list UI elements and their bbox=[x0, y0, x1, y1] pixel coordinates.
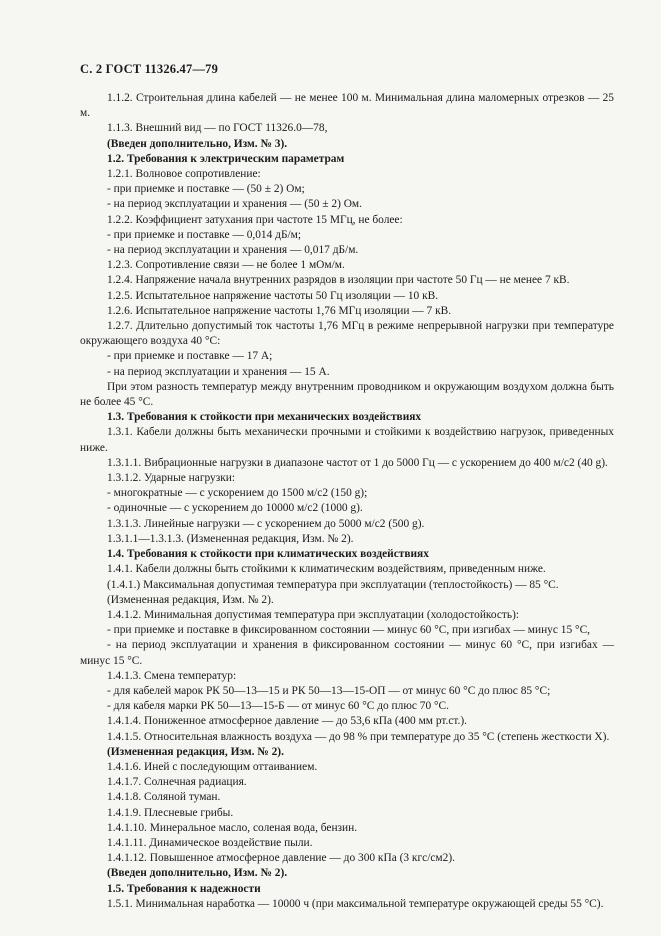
text-line: 1.3.1.3. Линейные нагрузки — с ускорением до 5000 м/с2 (500 g). bbox=[107, 517, 425, 530]
text-line: 1.1.3. Внешний вид — по ГОСТ 11326.0—78, bbox=[107, 122, 328, 135]
list-item: - одиночные — с ускорением до 10000 м/с2 (1000 g). bbox=[107, 502, 363, 515]
list-item: - при приемке и поставке в фиксированном состоянии — минус 60 °С, при изгибах — минус 15 °С, bbox=[107, 624, 591, 637]
text-line: 1.3.1.1. Вибрационные нагрузки в диапазоне частот от 1 до 5000 Гц — с ускорением до 400 м/с2 (40 g). bbox=[107, 456, 608, 469]
text-line: 1.2.2. Коэффициент затухания при частоте 15 МГц, не более: bbox=[107, 213, 403, 226]
text-line: 1.4.1.12. Повышенное атмосферное давление — до 300 кПа (3 кгс/см2). bbox=[107, 852, 455, 865]
amendment-note: (Измененная редакция, Изм. № 2). bbox=[107, 745, 284, 758]
list-item: - на период эксплуатации и хранения — 0,017 дБ/м. bbox=[107, 244, 359, 257]
section-heading: 1.4. Требования к стойкости при климатических воздействиях bbox=[107, 548, 429, 561]
text-line: 1.4.1.10. Минеральное масло, соленая вода, бензин. bbox=[107, 821, 358, 834]
list-item: - на период эксплуатации и хранения в фиксированном состоянии — минус 60 °С, при изгибах — минус 15 °С. bbox=[80, 639, 614, 667]
section-heading: 1.2. Требования к электрическим параметрам bbox=[107, 152, 345, 165]
list-item: - при приемке и поставке — 0,014 дБ/м; bbox=[107, 228, 302, 241]
text-line: 1.2.1. Волновое сопротивление: bbox=[107, 168, 261, 181]
text-line: 1.4.1. Кабели должны быть стойкими к климатическим воздействиям, приведенным ниже. bbox=[107, 563, 546, 576]
text-line: 1.4.1.11. Динамическое воздействие пыли. bbox=[107, 836, 313, 849]
section-heading: 1.3. Требования к стойкости при механических воздействиях bbox=[107, 411, 422, 424]
list-item: - для кабелей марок РК 50—13—15 и РК 50—13—15-ОП — от минус 60 °С до плюс 85 °С; bbox=[107, 684, 551, 697]
list-item: - на период эксплуатации и хранения — 15 А. bbox=[107, 365, 330, 378]
text-line: (1.4.1.) Максимальная допустимая температура при эксплуатации (теплостойкость) — 85 °С. bbox=[107, 578, 559, 591]
text-line: При этом разность температур между внутренним проводником и окружающим воздухом должна быть не более 45 °С. bbox=[80, 380, 614, 409]
text-line: 1.4.1.3. Смена температур: bbox=[107, 669, 237, 682]
page-header: С. 2 ГОСТ 11326.47—79 bbox=[80, 62, 219, 76]
text-line: 1.4.1.8. Соляной туман. bbox=[107, 791, 221, 804]
document-body bbox=[80, 91, 614, 912]
section-heading: 1.5. Требования к надежности bbox=[107, 882, 261, 895]
amendment-note: (Введен дополнительно, Изм. № 2). bbox=[107, 867, 288, 880]
list-item: - при приемке и поставке — 17 А; bbox=[107, 350, 273, 363]
text-line: 1.2.4. Напряжение начала внутренних разрядов в изоляции при частоте 50 Гц — не менее 7 кВ. bbox=[107, 274, 570, 287]
text-line: 1.3.1.2. Ударные нагрузки: bbox=[107, 472, 236, 485]
text-line: 1.2.3. Сопротивление связи — не более 1 мОм/м. bbox=[107, 259, 345, 272]
amendment-note: (Введен дополнительно, Изм. № 3). bbox=[107, 137, 288, 150]
text-line: 1.2.5. Испытательное напряжение частоты 50 Гц изоляции — 10 кВ. bbox=[107, 289, 439, 302]
text-line: 1.1.2. Строительная длина кабелей — не менее 100 м. Минимальная длина маломерных отрезков — 25 м. bbox=[80, 92, 614, 120]
text-line: 1.4.1.2. Минимальная допустимая температура при эксплуатации (холодостойкость): bbox=[107, 608, 520, 621]
text-line: 1.3.1. Кабели должны быть механически прочными и стойкими к воздействию нагрузок, приведенных ниже. bbox=[80, 426, 614, 454]
text-line: 1.3.1.1—1.3.1.3. (Измененная редакция, Изм. № 2). bbox=[107, 532, 354, 545]
text-line: 1.5.1. Минимальная наработка — 10000 ч (при максимальной температуре окружающей среды 55 °С). bbox=[107, 897, 604, 910]
text-line: 1.4.1.4. Пониженное атмосферное давление — до 53,6 кПа (400 мм рт.ст.). bbox=[107, 715, 468, 728]
amendment-note: (Измененная редакция, Изм. № 2). bbox=[107, 593, 274, 606]
text-line: 1.4.1.6. Иней с последующим оттаиванием. bbox=[107, 760, 318, 773]
list-item: - многократные — с ускорением до 1500 м/с2 (150 g); bbox=[107, 487, 368, 500]
list-item: - при приемке и поставке — (50 ± 2) Ом; bbox=[107, 183, 305, 196]
text-line: 1.4.1.9. Плесневые грибы. bbox=[107, 806, 234, 819]
list-item: - на период эксплуатации и хранения — (50 ± 2) Ом. bbox=[107, 198, 362, 211]
list-item: - для кабеля марки РК 50—13—15-Б — от минус 60 °С до плюс 70 °С. bbox=[107, 700, 449, 713]
text-line: 1.4.1.7. Солнечная радиация. bbox=[107, 776, 247, 789]
text-line: 1.2.7. Длительно допустимый ток частоты 1,76 МГц в режиме непрерывной нагрузки при температуре окружающего воздуха 40 °С: bbox=[80, 320, 614, 348]
text-line: 1.2.6. Испытательное напряжение частоты 1,76 МГц изоляции — 7 кВ. bbox=[107, 304, 452, 317]
text-line: 1.4.1.5. Относительная влажность воздуха — до 98 % при температуре до 35 °С (степень жесткости X). bbox=[107, 730, 610, 743]
